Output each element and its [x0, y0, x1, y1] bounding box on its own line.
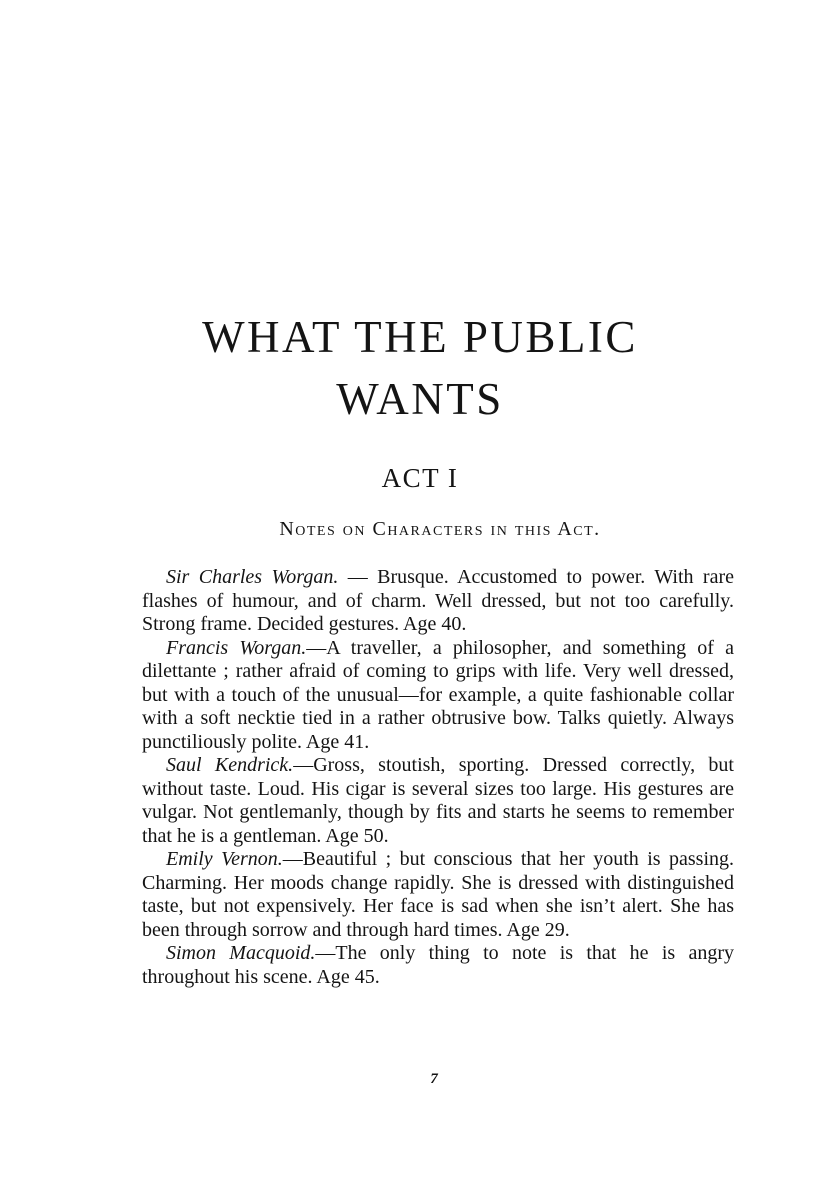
- character-entry: [142, 848, 734, 942]
- notes-heading: Notes on Characters in this Act.: [279, 518, 601, 540]
- character-description: A traveller, a philosopher, and something of a dilettante ; rather afraid of coming to grips with life. Very well dressed, but with a touch of the unusual—for example, a quite fashionable collar with a soft necktie tied in a rather obtrusive bow. Talks quietly. Always punctiliously polite. Age 41.: [142, 636, 734, 753]
- act-heading: ACT I: [381, 463, 459, 493]
- character-entry: [142, 637, 734, 755]
- play-title-line-2: WANTS: [336, 374, 504, 424]
- character-notes: [142, 566, 734, 989]
- character-name: Saul Kendrick.: [166, 754, 294, 776]
- character-name: Emily Vernon.: [166, 848, 283, 870]
- character-name: Simon Macquoid.: [166, 942, 316, 964]
- play-title: [0, 306, 840, 430]
- entry-separator: —: [293, 754, 314, 776]
- character-description: Gross, stoutish, sporting. Dressed correctly, but without taste. Loud. His cigar is several sizes too large. His gestures are vulgar. Not gentlemanly, though by fits and starts he seems to remember that he is a gentleman. Age 50.: [142, 754, 734, 847]
- character-description: The only thing to note is that he is angry throughout his scene. Age 45.: [142, 942, 735, 988]
- entry-separator: —: [315, 942, 336, 964]
- character-description: Brusque. Accustomed to power. With rare flashes of humour, and of charm. Well dressed, but not too carefully. Strong frame. Decided gestures. Age 40.: [142, 566, 734, 635]
- entry-separator: —: [306, 636, 327, 659]
- character-name: Francis Worgan.: [166, 636, 307, 659]
- entry-separator: —: [338, 566, 378, 588]
- character-entry: [142, 566, 734, 637]
- page-number: 7: [430, 1071, 438, 1087]
- entry-separator: —: [282, 848, 303, 870]
- character-name: Sir Charles Worgan.: [166, 566, 339, 588]
- character-entry: [142, 942, 734, 989]
- play-title-line-1: WHAT THE PUBLIC: [202, 312, 638, 362]
- character-description: Beautiful ; but conscious that her youth is passing. Charming. Her moods change rapidly. She is dressed with distinguished taste, but not expensively. Her face is sad when she isn’t alert. She has been through sorrow and through hard times. Age 29.: [142, 848, 735, 941]
- character-entry: [142, 754, 734, 848]
